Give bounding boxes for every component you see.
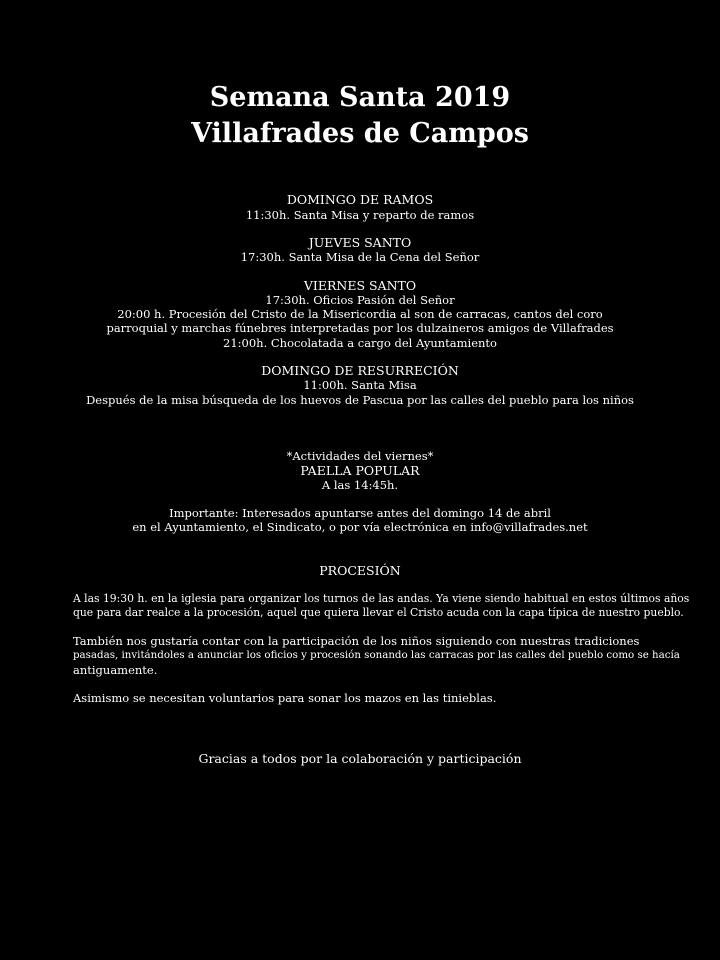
procesion-paragraph-line: También nos gustaría contar con la participación de los niños siguiendo con nuestras tradiciones: [73, 634, 640, 648]
heading-jueves-santo: JUEVES SANTO: [308, 235, 412, 250]
procesion-paragraph-line: Asimismo se necesitan voluntarios para sonar los mazos en las tinieblas.: [73, 691, 497, 705]
schedule-line: 20:00 h. Procesión del Cristo de la Misericordia al son de carracas, cantos del coro: [117, 307, 603, 321]
schedule-line: 17:30h. Oficios Pasión del Señor: [265, 293, 455, 307]
schedule-line: Después de la misa búsqueda de los huevos de Pascua por las calles del pueblo para los niños: [86, 393, 634, 407]
heading-viernes-santo: VIERNES SANTO: [303, 278, 417, 293]
procesion-paragraph-line: A las 19:30 h. en la iglesia para organizar los turnos de las andas. Ya viene siendo habitual en estos últimos años: [73, 592, 690, 605]
procesion-paragraph-line: pasadas, invitándoles a anunciar los oficios y procesión sonando las carracas por las calles del pueblo como se hacía: [73, 649, 680, 661]
heading-domingo-ramos: DOMINGO DE RAMOS: [286, 192, 434, 207]
procesion-paragraph-line: que para dar realce a la procesión, aquel que quiera llevar el Cristo acuda con la capa típica de nuestro pueblo.: [73, 606, 684, 619]
schedule-line: 21:00h. Chocolatada a cargo del Ayuntamiento: [223, 336, 497, 350]
activities-note: Importante: Interesados apuntarse antes del domingo 14 de abril: [169, 506, 551, 520]
activities-time: A las 14:45h.: [321, 478, 399, 492]
schedule-line: 17:30h. Santa Misa de la Cena del Señor: [240, 250, 480, 264]
schedule-line: 11:00h. Santa Misa: [303, 378, 417, 392]
activities-event: PAELLA POPULAR: [300, 463, 420, 478]
poster-title-line-2: Villafrades de Campos: [191, 118, 529, 149]
procesion-paragraph-line: antiguamente.: [73, 663, 158, 677]
activities-note: en el Ayuntamiento, el Sindicato, o por vía electrónica en info@villafrades.net: [132, 520, 588, 534]
schedule-line: parroquial y marchas fúnebres interpretadas por los dulzaineros amigos de Villafrades: [106, 321, 614, 335]
heading-domingo-resurreccion: DOMINGO DE RESURRECIÓN: [261, 363, 459, 378]
procesion-heading: PROCESIÓN: [319, 563, 401, 578]
schedule-line: 11:30h. Santa Misa y reparto de ramos: [245, 208, 475, 222]
activities-heading: *Actividades del viernes*: [286, 449, 434, 463]
closing-thanks: Gracias a todos por la colaboración y participación: [198, 751, 522, 766]
poster-title-line-1: Semana Santa 2019: [209, 82, 511, 113]
